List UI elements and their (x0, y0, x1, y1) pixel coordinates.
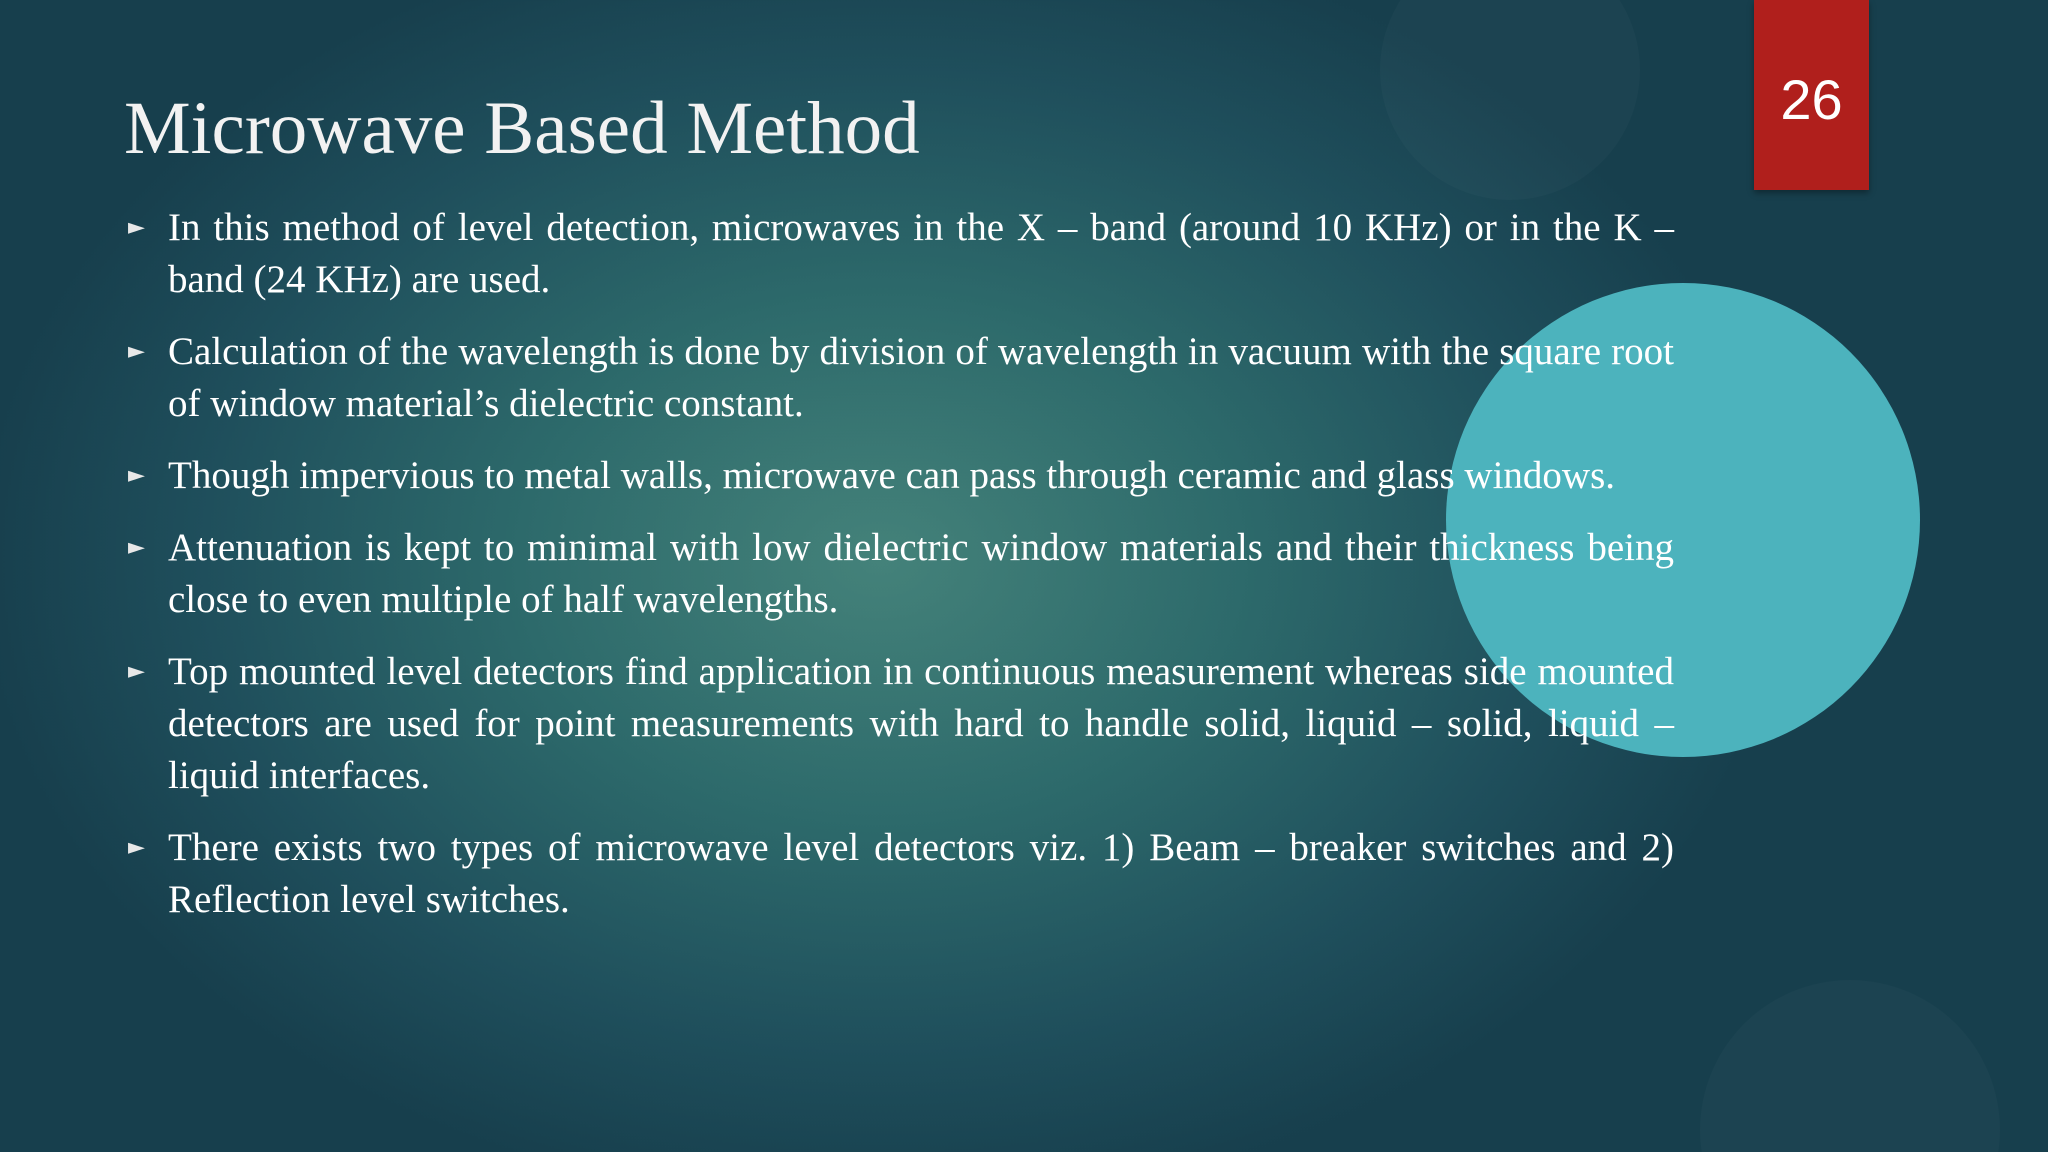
triangle-bullet-icon: ► (128, 215, 145, 240)
triangle-bullet-icon: ► (128, 659, 145, 684)
bullet-item (124, 522, 1674, 626)
background-decoration (1380, 0, 1640, 200)
bullet-item (124, 202, 1674, 306)
bullet-text: Attenuation is kept to minimal with low dielectric window materials and their thickness being close to even multiple of half wavelengths. (168, 526, 1674, 621)
bullet-item (124, 450, 1674, 502)
bullet-text: Calculation of the wavelength is done by division of wavelength in vacuum with the square root of window material’s dielectric constant. (168, 330, 1674, 425)
bullet-text: There exists two types of microwave level detectors viz. 1) Beam – breaker switches and 2) Reflection level switches. (168, 826, 1674, 921)
page-number: 26 (1780, 68, 1843, 131)
triangle-bullet-icon: ► (128, 535, 145, 560)
slide-title: Microwave Based Method (124, 87, 920, 170)
bullet-text: In this method of level detection, microwaves in the X – band (around 10 KHz) or in the K – band (24 KHz) are used. (168, 206, 1674, 301)
bullet-list (124, 202, 1674, 946)
bullet-item (124, 822, 1674, 926)
triangle-bullet-icon: ► (128, 463, 145, 488)
bullet-text: Top mounted level detectors find application in continuous measurement whereas side mounted detectors are used for point measurements with hard to handle solid, liquid – solid, liquid – liquid interfaces. (168, 650, 1674, 797)
triangle-bullet-icon: ► (128, 835, 145, 860)
bullet-item (124, 326, 1674, 430)
triangle-bullet-icon: ► (128, 339, 145, 364)
page-number-badge (1754, 0, 1869, 190)
bullet-item (124, 646, 1674, 802)
background-decoration (1700, 980, 2000, 1152)
bullet-text: Though impervious to metal walls, microwave can pass through ceramic and glass windows. (168, 454, 1615, 497)
